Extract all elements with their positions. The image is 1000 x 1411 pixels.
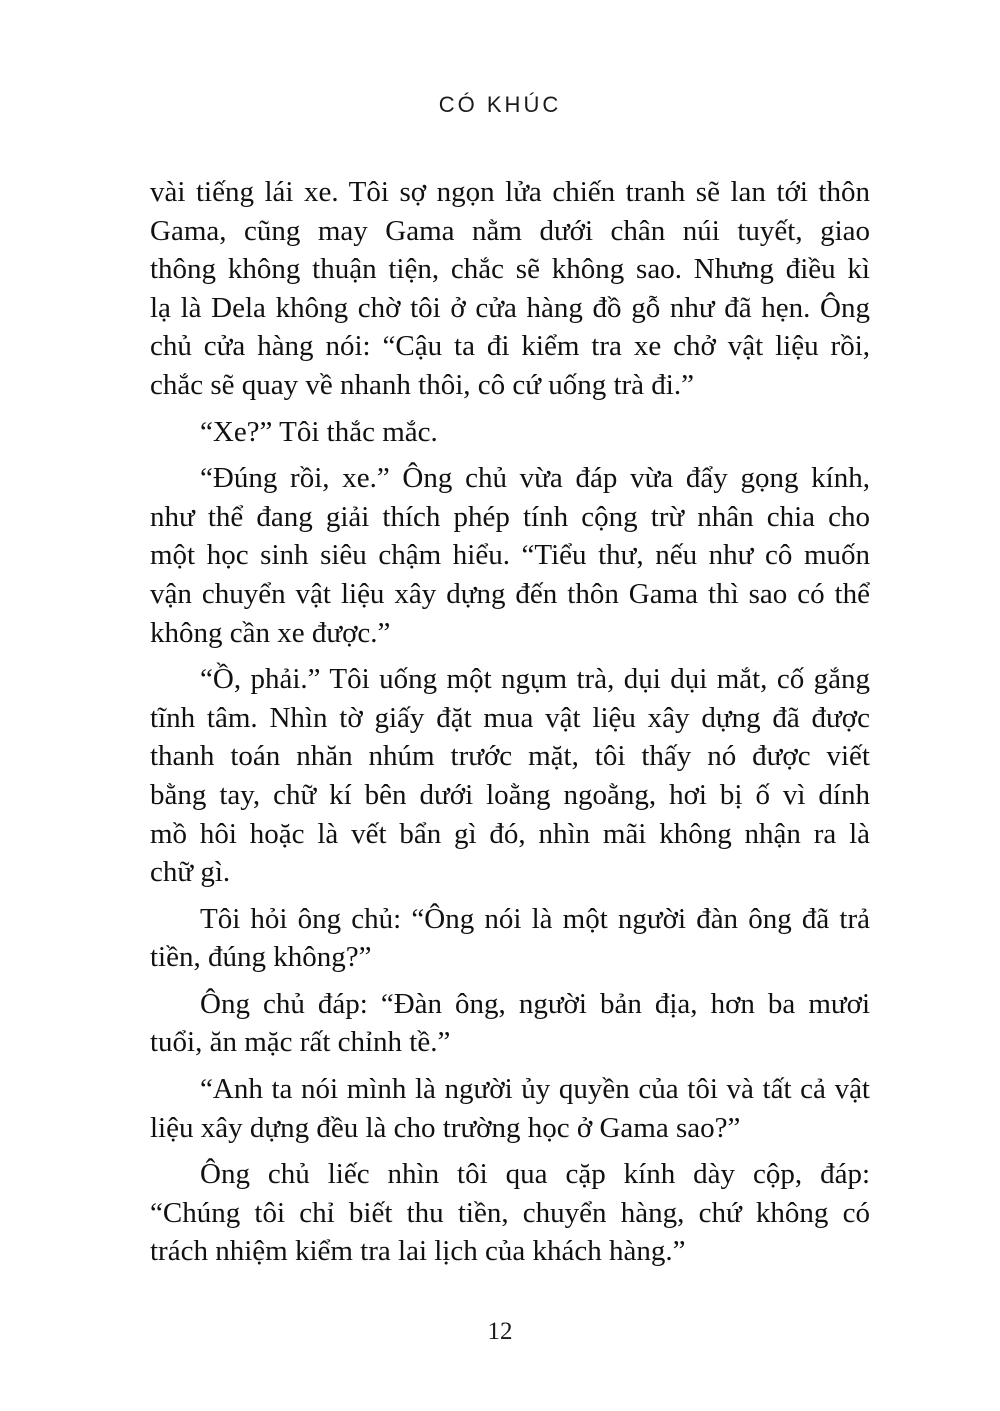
running-header: CÓ KHÚC	[438, 92, 562, 117]
paragraph-2	[150, 413, 870, 452]
text-line: lạ là Dela không chờ tôi ở cửa hàng đồ gỗ như đã hẹn. Ông	[150, 291, 870, 324]
text-line: thông không thuận tiện, chắc sẽ không sao. Nhưng điều kì	[150, 253, 870, 286]
text-line: chắc sẽ quay về nhanh thôi, cô cứ uống trà đi.”	[150, 368, 694, 401]
paragraph-3	[150, 459, 870, 652]
paragraph-5	[150, 900, 870, 977]
text-line: như thể đang giải thích phép tính cộng trừ nhân chia cho	[150, 500, 870, 533]
text-line: chữ gì.	[150, 856, 231, 889]
text-line: Ông chủ liếc nhìn tôi qua cặp kính dày cộp, đáp:	[200, 1158, 870, 1191]
paragraph-7	[150, 1070, 870, 1147]
text-line: Tôi hỏi ông chủ: “Ông nói là một người đàn ông đã trả	[200, 902, 870, 935]
text-line: tiền, đúng không?”	[150, 941, 372, 974]
text-line: “Ồ, phải.” Tôi uống một ngụm trà, dụi dụi mắt, cố gắng	[200, 663, 870, 696]
text-line: bằng tay, chữ kí bên dưới loằng ngoằng, hơi bị ố vì dính	[150, 778, 870, 811]
body-text	[150, 173, 870, 1279]
text-line: vài tiếng lái xe. Tôi sợ ngọn lửa chiến tranh sẽ lan tới thôn	[150, 176, 870, 208]
text-line: Gama, cũng may Gama nằm dưới chân núi tuyết, giao	[150, 214, 870, 247]
text-line: chủ cửa hàng nói: “Cậu ta đi kiểm tra xe chở vật liệu rồi,	[150, 330, 870, 363]
text-line: Ông chủ đáp: “Đàn ông, người bản địa, hơn ba mươi	[200, 987, 870, 1020]
text-line: vận chuyển vật liệu xây dựng đến thôn Gama thì sao có thể	[150, 577, 870, 610]
text-line: thanh toán nhăn nhúm trước mặt, tôi thấy nó được viết	[150, 740, 870, 773]
text-line: mồ hôi hoặc là vết bẩn gì đó, nhìn mãi không nhận ra là	[150, 817, 870, 850]
text-line: một học sinh siêu chậm hiểu. “Tiểu thư, nếu như cô muốn	[150, 539, 870, 572]
text-line: tuổi, ăn mặc rất chỉnh tề.”	[150, 1026, 451, 1059]
paragraph-4	[150, 660, 870, 892]
text-line: “Xe?” Tôi thắc mắc.	[200, 415, 438, 448]
text-line: tĩnh tâm. Nhìn tờ giấy đặt mua vật liệu xây dựng đã được	[150, 701, 870, 734]
paragraph-1	[150, 173, 870, 405]
paragraph-8	[150, 1155, 870, 1271]
paragraph-6	[150, 985, 870, 1062]
page-number: 12	[487, 1318, 513, 1345]
text-line: trách nhiệm kiểm tra lai lịch của khách hàng.”	[150, 1235, 686, 1268]
text-line: “Anh ta nói mình là người ủy quyền của tôi và tất cả vật	[200, 1073, 870, 1106]
text-line: “Chúng tôi chỉ biết thu tiền, chuyển hàng, chứ không có	[150, 1196, 870, 1229]
text-line: liệu xây dựng đều là cho trường học ở Gama sao?”	[150, 1111, 741, 1144]
text-line: “Đúng rồi, xe.” Ông chủ vừa đáp vừa đẩy gọng kính,	[200, 462, 870, 495]
text-line: không cần xe được.”	[150, 616, 391, 649]
